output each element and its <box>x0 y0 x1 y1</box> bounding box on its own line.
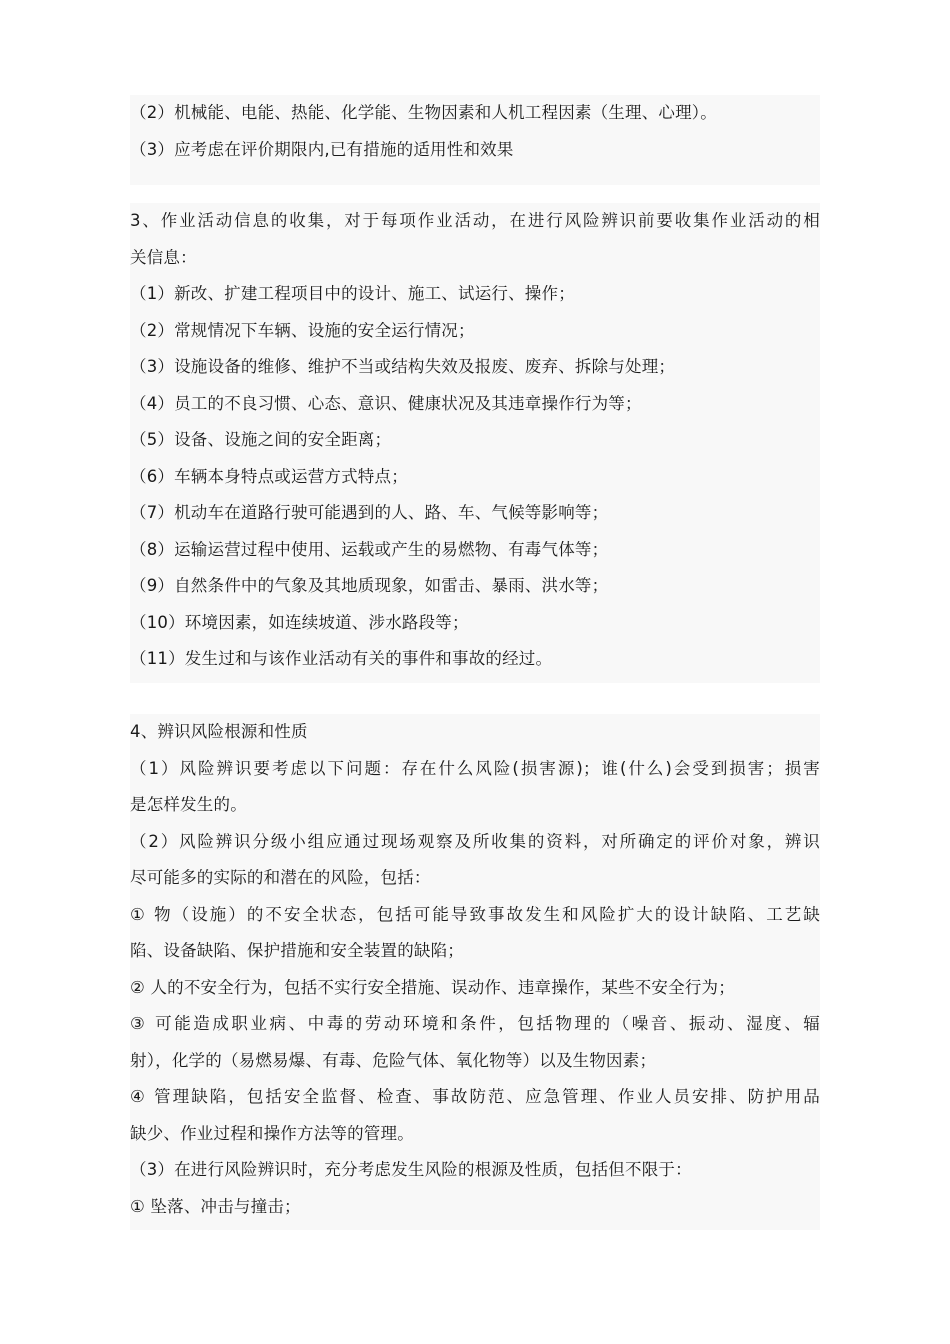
paragraph-line: （1）风险辨识要考虑以下问题：存在什么风险(损害源)；谁(什么)会受到损害；损害 <box>130 758 820 778</box>
section-top-block <box>130 95 820 185</box>
section-3-block <box>130 203 820 683</box>
paragraph-line: 缺少、作业过程和操作方法等的管理。 <box>130 1123 414 1143</box>
paragraph-line: ③ 可能造成职业病、中毒的劳动环境和条件，包括物理的（噪音、振动、湿度、辐 <box>130 1014 820 1033</box>
list-item: （5）设备、设施之间的安全距离； <box>130 430 392 449</box>
paragraph-line: ② 人的不安全行为，包括不实行安全措施、误动作、违章操作，某些不安全行为； <box>130 977 735 997</box>
list-item: （11）发生过和与该作业活动有关的事件和事故的经过。 <box>130 649 553 668</box>
section-3-heading-cont: 关信息： <box>130 247 197 267</box>
paragraph-line: 尽可能多的实际的和潜在的风险，包括： <box>130 868 431 887</box>
section-3-heading: 3、作业活动信息的收集，对于每项作业活动，在进行风险辨识前要收集作业活动的相 <box>130 211 820 230</box>
paragraph-line: 射），化学的（易燃易爆、有毒、危险气体、氧化物等）以及生物因素； <box>130 1050 657 1070</box>
paragraph-line: 陷、设备缺陷、保护措施和安全装置的缺陷； <box>130 941 464 960</box>
list-item: （1）新改、扩建工程项目中的设计、施工、试运行、操作； <box>130 284 575 303</box>
paragraph-line: （3）应考虑在评价期限内,已有措施的适用性和效果 <box>130 139 514 159</box>
section-4-heading: 4、辨识风险根源和性质 <box>130 722 308 741</box>
section-4-block <box>130 714 820 1230</box>
list-item: （9）自然条件中的气象及其地质现象，如雷击、暴雨、洪水等； <box>130 576 609 595</box>
paragraph-line: （2）机械能、电能、热能、化学能、生物因素和人机工程因素（生理、心理）。 <box>130 103 717 122</box>
list-item: （10）环境因素，如连续坡道、涉水路段等； <box>130 612 469 632</box>
list-item: （3）设施设备的维修、维护不当或结构失效及报废、废弃、拆除与处理； <box>130 357 676 376</box>
list-item: （2）常规情况下车辆、设施的安全运行情况； <box>130 320 475 340</box>
list-item: （7）机动车在道路行驶可能遇到的人、路、车、气候等影响等； <box>130 503 609 522</box>
paragraph-line: （3）在进行风险辨识时，充分考虑发生风险的根源及性质，包括但不限于： <box>130 1160 692 1179</box>
list-item: （6）车辆本身特点或运营方式特点； <box>130 466 408 486</box>
paragraph-line: ① 坠落、冲击与撞击； <box>130 1196 301 1216</box>
list-item: （8）运输运营过程中使用、运载或产生的易燃物、有毒气体等； <box>130 539 609 559</box>
list-item: （4）员工的不良习惯、心态、意识、健康状况及其违章操作行为等； <box>130 393 642 413</box>
paragraph-line: ① 物（设施）的不安全状态，包括可能导致事故发生和风险扩大的设计缺陷、工艺缺 <box>130 904 820 924</box>
paragraph-line: （2）风险辨识分级小组应通过现场观察及所收集的资料，对所确定的评价对象，辨识 <box>130 831 820 851</box>
paragraph-line: 是怎样发生的。 <box>130 795 247 814</box>
paragraph-line: ④ 管理缺陷，包括安全监督、检查、事故防范、应急管理、作业人员安排、防护用品 <box>130 1087 820 1106</box>
